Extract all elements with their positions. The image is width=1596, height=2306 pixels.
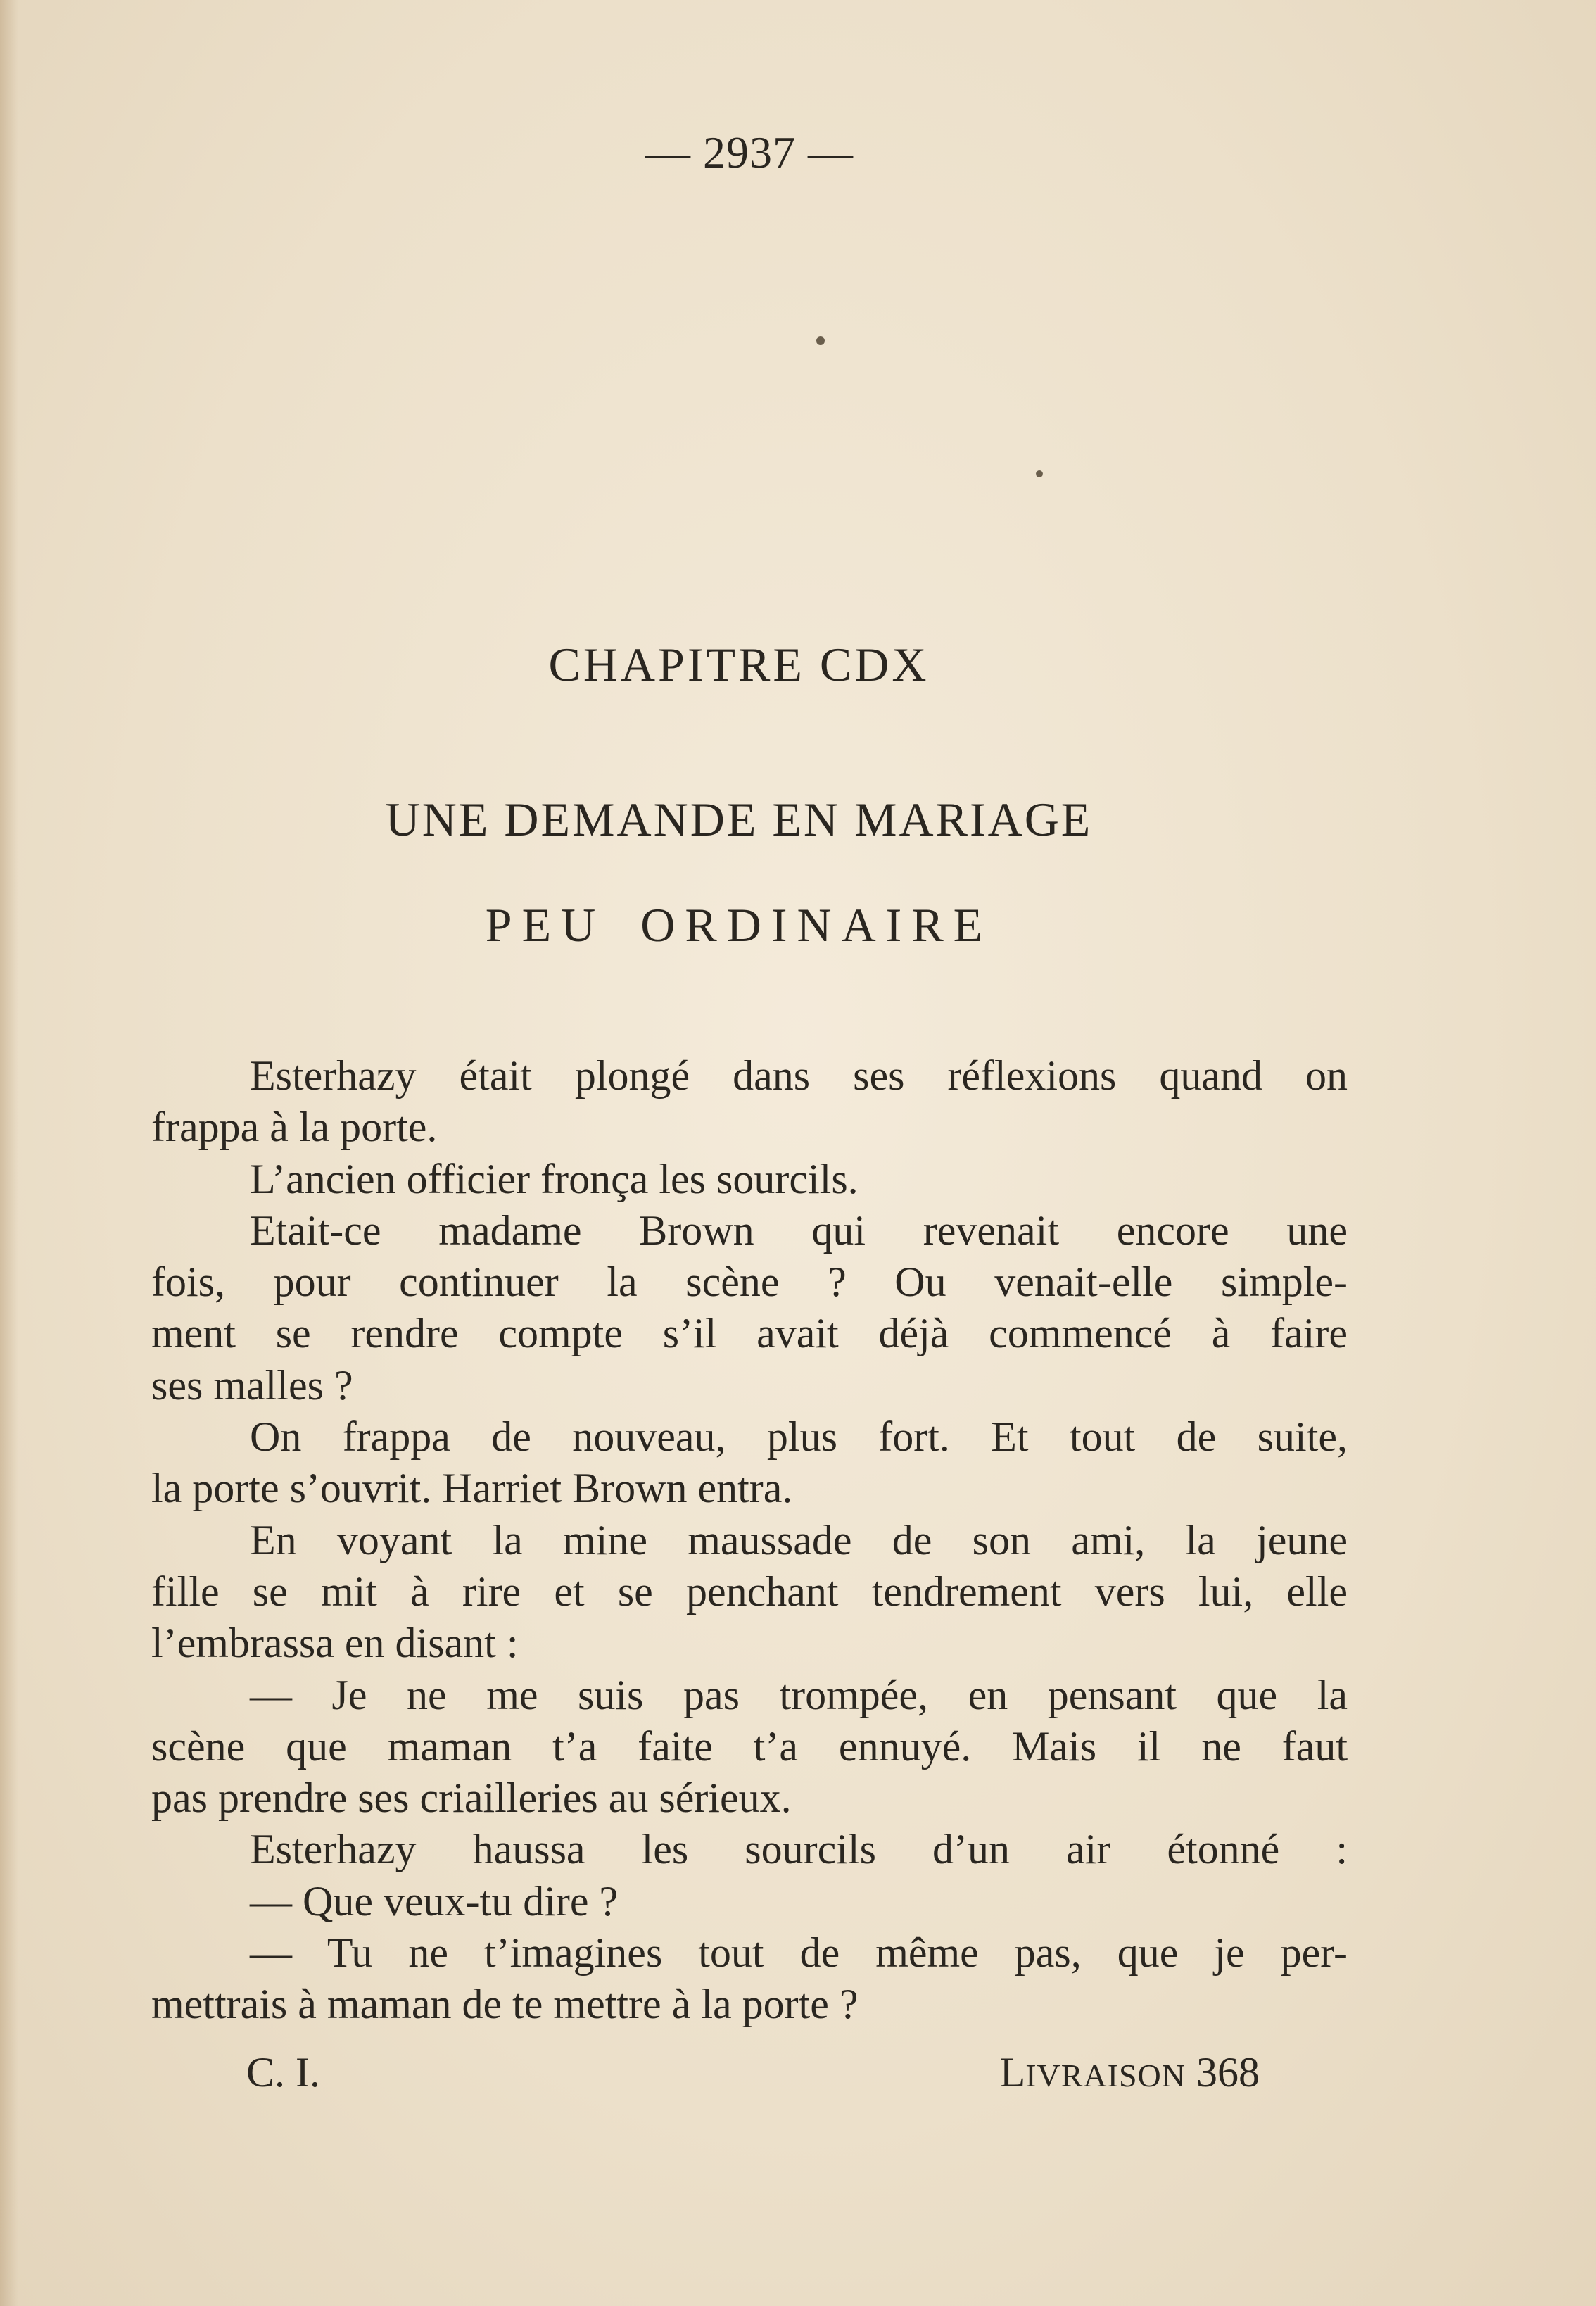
text-line: — Que veux-tu dire ? (250, 1877, 619, 1924)
footer-signature: C. I. (246, 2049, 320, 2096)
chapter-title-line-2 (0, 897, 1478, 953)
text-line: frappa à la porte. (151, 1104, 438, 1151)
text-line: On frappa de nouveau, plus fort. Et tout de suite, (250, 1413, 1348, 1461)
text-line: — Je ne me suis pas trompée, en pensant que la (250, 1671, 1348, 1718)
title-word-ordinaire: ORDINAIRE (640, 898, 993, 952)
text-line: pas prendre ses criailleries au sérieux. (151, 1775, 792, 1822)
text-line: ses malles ? (151, 1361, 353, 1409)
livraison-initial: L (999, 2049, 1026, 2096)
page-number: — 2937 — (645, 127, 854, 177)
page-edge-shadow (0, 0, 18, 2306)
livraison-number: 368 (1196, 2049, 1260, 2096)
chapter-label: CHAPITRE CDX (548, 638, 930, 691)
text-line: Esterhazy était plongé dans ses réflexions quand on (250, 1052, 1348, 1099)
title-word-peu: PEU (485, 898, 606, 952)
text-line: ment se rendre compte s’il avait déjà commencé à faire (151, 1310, 1348, 1357)
footer-livraison (1000, 2048, 1260, 2097)
print-speck (816, 336, 825, 345)
text-line: fois, pour continuer la scène ? Ou venait-elle simple- (151, 1259, 1348, 1306)
livraison-word: IVRAISON (1025, 2058, 1186, 2093)
text-line: En voyant la mine maussade de son ami, la jeune (250, 1516, 1348, 1563)
text-line: Esterhazy haussa les sourcils d’un air étonné : (250, 1826, 1348, 1873)
print-speck (1036, 470, 1043, 477)
text-line: la porte s’ouvrit. Harriet Brown entra. (151, 1465, 793, 1512)
text-line: fille se mit à rire et se penchant tendrement vers lui, elle (151, 1568, 1348, 1615)
text-line: scène que maman t’a faite t’a ennuyé. Mais il ne faut (151, 1722, 1348, 1770)
text-line: Etait-ce madame Brown qui revenait encore une (250, 1206, 1348, 1254)
chapter-title-line-1: UNE DEMANDE EN MARIAGE (385, 793, 1093, 846)
text-line: mettrais à maman de te mettre à la porte ? (151, 1981, 859, 2028)
chapter-body (151, 1050, 1348, 2031)
text-line: l’embrassa en disant : (151, 1620, 519, 1667)
text-line: — Tu ne t’imagines tout de même pas, que je per- (250, 1929, 1348, 1977)
page-footer (246, 2048, 1260, 2097)
text-line: L’ancien officier fronça les sourcils. (250, 1155, 859, 1202)
